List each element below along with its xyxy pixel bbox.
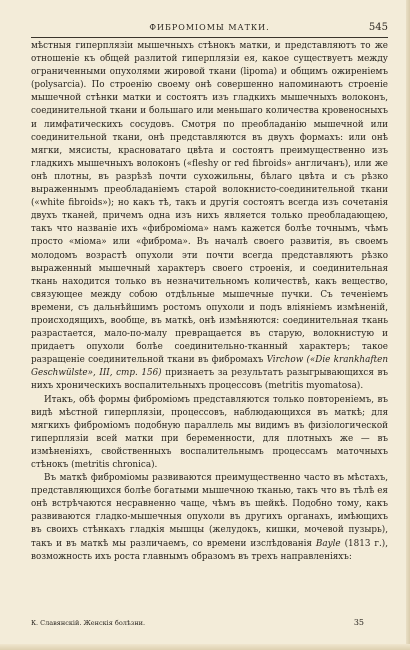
paragraph-1	[31, 40, 388, 394]
page-footer	[31, 617, 388, 629]
page-edge-bottom	[0, 644, 410, 650]
paragraph-3-text: Въ маткѣ фибромiомы развиваются преимущественно часто въ мѣстахъ, представляющихся болѣе богатыми мышечною тканью, такъ что въ тѣлѣ ея онѣ встрѣчаются несравненно чаще, чѣмъ въ шейкѣ. Подобно тому, какъ развиваются гладко-мышечныя опухоли въ другихъ органахъ, имѣющихъ въ своихъ стѣнкахъ гладкія мышцы (желудокъ, кишки, мочевой пузырь), такъ и въ маткѣ мы различаемъ, со времени изслѣдованія	[31, 473, 388, 549]
paragraph-2: Итакъ, обѣ формы фибромiомъ представляются только повтореніемъ, въ видѣ мѣстной гиперплязіи, процессовъ, наблюдающихся въ маткѣ; для мягкихъ фибромiомъ подобную параллель мы видимъ въ физіологической гиперплязіи всей матки при беременности, для плотныхъ же — въ измѣненіяхъ, свойственныхъ воспалительнымъ процессамъ маточныхъ стѣнокъ (metritis chronica).	[31, 394, 388, 470]
citation-virchow: Virchow («Die krankhaften Geschwülste», III, стр. 156)	[31, 355, 389, 379]
sheet-number: 35	[353, 618, 364, 627]
citation-bayle: Bayle	[315, 538, 341, 549]
signature-mark: К. Славянскій. Женскія болѣзни.	[31, 619, 146, 627]
page-number: 545	[368, 22, 388, 33]
header-rule	[31, 37, 388, 38]
page-header	[31, 21, 388, 35]
paragraph-3	[31, 472, 388, 564]
running-title: ФИБРОМІОМЫ МАТКИ.	[149, 23, 270, 32]
paragraph-3-end: (1813 г.), возможность ихъ роста главнымъ образомъ въ трехъ направленіяхъ:	[31, 538, 389, 562]
paragraph-1-end: признаетъ за результатъ разыгрывающихся въ нихъ хроническихъ воспалительныхъ процессовъ (metritis myomatosa).	[31, 368, 389, 392]
page-edge-right	[406, 0, 410, 650]
body-text	[31, 40, 388, 564]
paragraph-1-text: мѣстныя гиперплязіи мышечныхъ стѣнокъ матки, и представляютъ то же отношеніе къ общей разлитой гиперплязіи ея, какое существуетъ между ограниченными опухолями жировой ткани (lipoma) и общимъ ожиреніемъ (polysarcia). По строенію своему онѣ совершенно напоминаютъ строеніе мышечной стѣнки матки и состоятъ изъ гладкихъ мышечныхъ волоконъ, соединительной ткани и большаго или меньшаго количества кровеносныхъ и лимфатическихъ сосудовъ. Смотря по преобладанію мышечной или соединительной ткани, онѣ представляются въ двухъ формахъ: или онѣ мягки, мясисты, красноватаго цвѣта и состоятъ преимущественно изъ гладкихъ мышечныхъ волоконъ («fleshy or red fibroids» англичанъ), или же онѣ плотны, въ разрѣзѣ почти сухожильны, бѣлаго цвѣта и съ рѣзко выраженнымъ преобладаніемъ старой волокнисто-соединительной ткани («white fibroids»); но какъ тѣ, такъ и другія состоятъ всегда изъ сочетанія двухъ тканей, причемъ одна изъ нихъ является только преобладающею, такъ что названіе ихъ «фибромiома» намъ кажется болѣе точнымъ, чѣмъ просто «міома» или «фиброма». Въ началѣ своего развитія, въ своемъ молодомъ возрастѣ опухоли эти почти всегда представляютъ рѣзко выраженный мышечный характеръ своего строенія, и соединительная ткань находится только въ незначительномъ количествѣ, какъ вещество, связующее между собою отдѣльные мышечные пучки. Съ теченіемъ времени, съ дальнѣйшимъ ростомъ опухоли и подъ вліяніемъ измѣненій, происходящихъ, вообще, въ маткѣ, онѣ измѣняются: соединительная ткань разрастается, мало-по-малу превращается въ старую, волокнистую и придаетъ опухоли болѣе соединительно-тканный характеръ; такое разращеніе соединительной ткани въ фибромахъ	[31, 41, 388, 366]
